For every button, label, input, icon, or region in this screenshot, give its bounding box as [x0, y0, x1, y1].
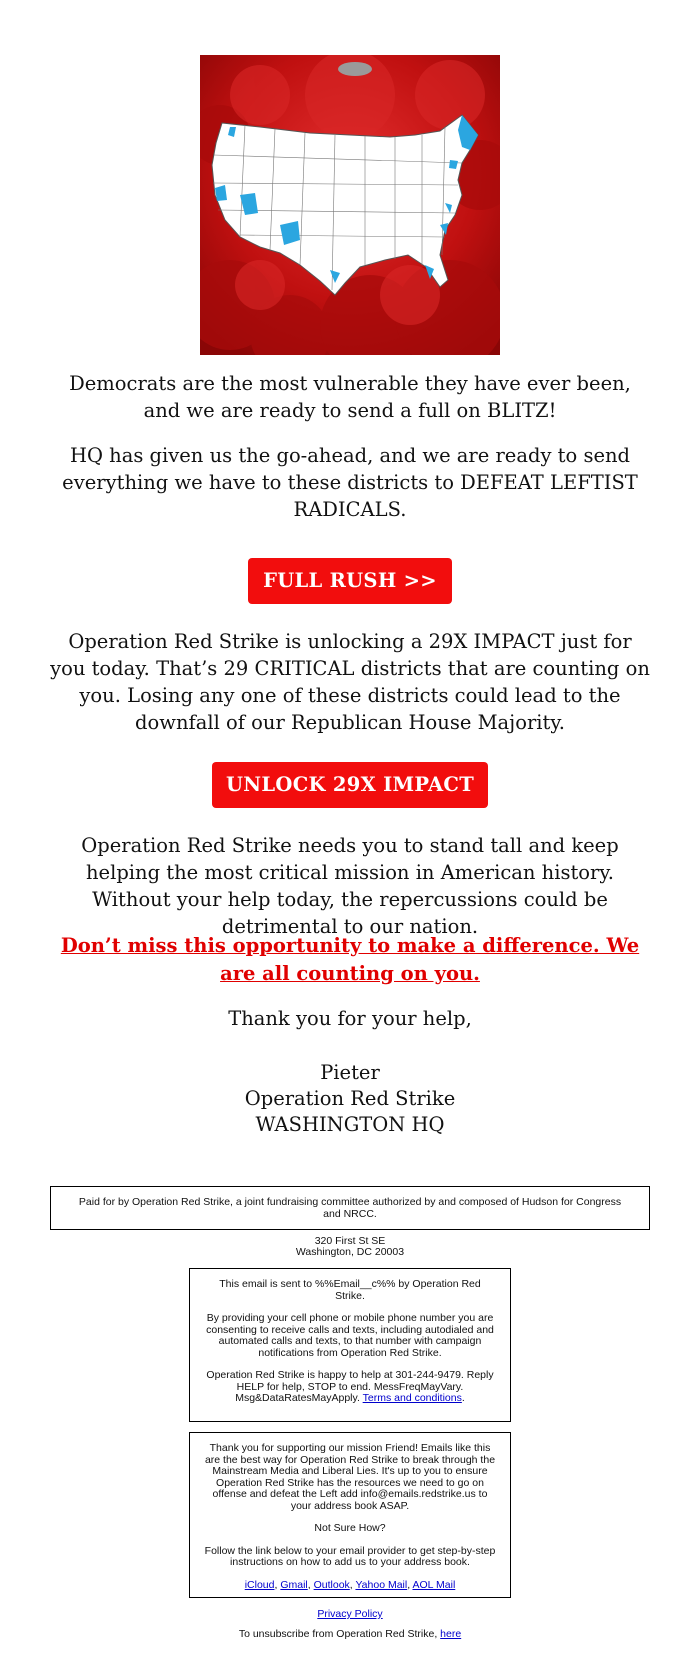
paid-for-disclaimer — [50, 1186, 650, 1230]
address-book-box — [189, 1432, 511, 1598]
not-sure-text: Not Sure How? — [314, 1522, 386, 1534]
opportunity-link[interactable]: Don’t miss this opportunity to make a difference. We are all counting on you. — [60, 934, 640, 985]
privacy-policy-row — [50, 1609, 650, 1621]
consent-text: By providing your cell phone or mobile phone number you are consenting to receive calls and texts, including autodialed and automated calls and texts, to that number with campaign notifications from Operation Red Strike. — [206, 1312, 494, 1359]
address-line-2: Washington, DC 20003 — [295, 1246, 405, 1258]
outlook-link[interactable]: Outlook — [313, 1578, 350, 1591]
provider-links: iCloud, Gmail, Outlook, Yahoo Mail, AOL Mail — [244, 1578, 456, 1591]
us-map-icon — [200, 55, 500, 355]
intro-paragraph-2: HQ has given us the go-ahead, and we are ready to send everything we have to these districts to DEFEAT LEFTIST RADICALS. — [62, 444, 638, 521]
mission-paragraph: Operation Red Strike needs you to stand tall and keep helping the most critical mission in American history. Without your help today, the repercussions could be detrimental to our nation. — [81, 834, 619, 938]
follow-link-text: Follow the link below to your email provider to get step-by-step instructions on how to add us to your address book. — [204, 1544, 496, 1568]
unsubscribe-link[interactable]: here — [440, 1628, 462, 1640]
aol-mail-link[interactable]: AOL Mail — [412, 1578, 456, 1591]
gmail-link[interactable]: Gmail — [280, 1578, 308, 1591]
thank-you-text: Thank you for your help, — [228, 1007, 472, 1030]
signature-org: Operation Red Strike — [244, 1087, 456, 1110]
address-line-1: 320 First St SE — [314, 1235, 386, 1247]
signature-name: Pieter — [320, 1061, 380, 1084]
signature-place: WASHINGTON HQ — [255, 1113, 445, 1136]
unsubscribe-row — [50, 1629, 650, 1641]
intro-paragraph-1: Democrats are the most vulnerable they have ever been, and we are ready to send a full on BLITZ! — [69, 372, 631, 422]
help-text: Operation Red Strike is happy to help at 301-244-9479. Reply HELP for help, STOP to end. MessFreqMayVary. Msg&DataRatesMayApply. Terms and conditions. — [206, 1369, 494, 1404]
unsubscribe-text: To unsubscribe from Operation Red Strike, — [238, 1628, 438, 1640]
icloud-link[interactable]: iCloud — [244, 1578, 275, 1591]
full-rush-button[interactable]: FULL RUSH >> — [248, 558, 452, 604]
support-text: Thank you for supporting our mission Friend! Emails like this are the best way for Operation Red Strike to break through the Mainstream Media and Liberal Lies. It's up to you to ensure Operation Red Strike has the resources we need to go on offense and defeat the Left add info@emails.redstrike.us to your address book ASAP. — [204, 1442, 496, 1512]
paid-for-text: Paid for by Operation Red Strike, a joint fundraising committee authorized by and composed of Hudson for Congress and NRCC. — [78, 1196, 622, 1220]
hero-image — [200, 55, 500, 355]
consent-box — [189, 1268, 511, 1422]
privacy-policy-link[interactable]: Privacy Policy — [317, 1608, 383, 1620]
unlock-impact-button[interactable]: UNLOCK 29X IMPACT — [212, 762, 488, 808]
sent-to-text: This email is sent to %%Email__c%% by Operation Red Strike. — [219, 1278, 481, 1302]
help-sms-text: Operation Red Strike is happy to help at 301-244-9479. Reply HELP for help, STOP to end. MessFreqMayVary. Msg&DataRatesMayApply. — [206, 1369, 494, 1404]
terms-link[interactable]: Terms and conditions — [362, 1392, 462, 1404]
impact-paragraph: Operation Red Strike is unlocking a 29X IMPACT just for you today. That’s 29 CRITICAL districts that are counting on you. Losing any one of these districts could lead to the downfall of our Republican House Majority. — [50, 630, 650, 734]
yahoo-mail-link[interactable]: Yahoo Mail — [355, 1578, 408, 1591]
